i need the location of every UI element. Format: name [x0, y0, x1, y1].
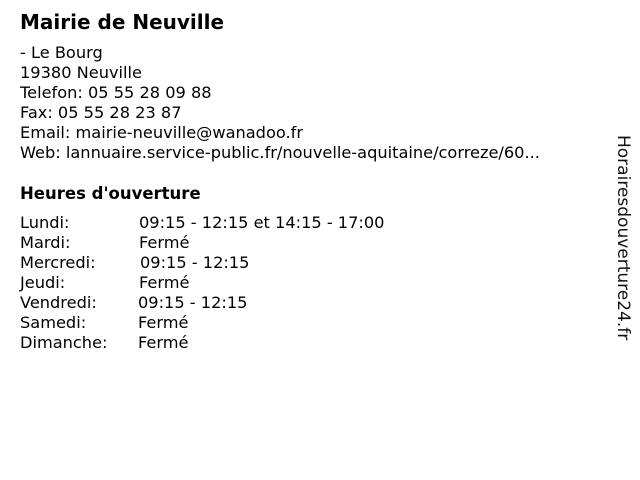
time-value: Fermé — [138, 333, 189, 352]
time-value: 09:15 - 12:15 et 14:15 - 17:00 — [139, 213, 385, 232]
address-city: 19380 Neuville — [20, 63, 142, 82]
site-watermark: Horairesdouverture24.fr — [613, 135, 633, 341]
time-value: 09:15 - 12:15 — [140, 253, 250, 272]
day-label: Dimanche: — [20, 333, 108, 352]
day-label: Vendredi: — [20, 293, 97, 312]
day-label: Samedi: — [20, 313, 87, 332]
day-label: Jeudi: — [20, 273, 66, 292]
day-label: Mardi: — [20, 233, 71, 252]
time-value: Fermé — [138, 313, 189, 332]
phone-number: Telefon: 05 55 28 09 88 — [20, 83, 212, 102]
page-title: Mairie de Neuville — [20, 10, 225, 34]
hours-heading: Heures d'ouverture — [20, 184, 201, 203]
time-value: 09:15 - 12:15 — [138, 293, 248, 312]
day-label: Mercredi: — [20, 253, 96, 272]
address-street: - Le Bourg — [20, 43, 103, 62]
address-block — [20, 43, 540, 163]
day-label: Lundi: — [20, 213, 70, 232]
time-value: Fermé — [139, 233, 190, 252]
email-address: Email: mairie-neuville@wanadoo.fr — [20, 123, 303, 142]
time-value: Fermé — [139, 273, 190, 292]
website-url: Web: lannuaire.service-public.fr/nouvelle-aquitaine/correze/60... — [20, 143, 540, 162]
fax-number: Fax: 05 55 28 23 87 — [20, 103, 182, 122]
